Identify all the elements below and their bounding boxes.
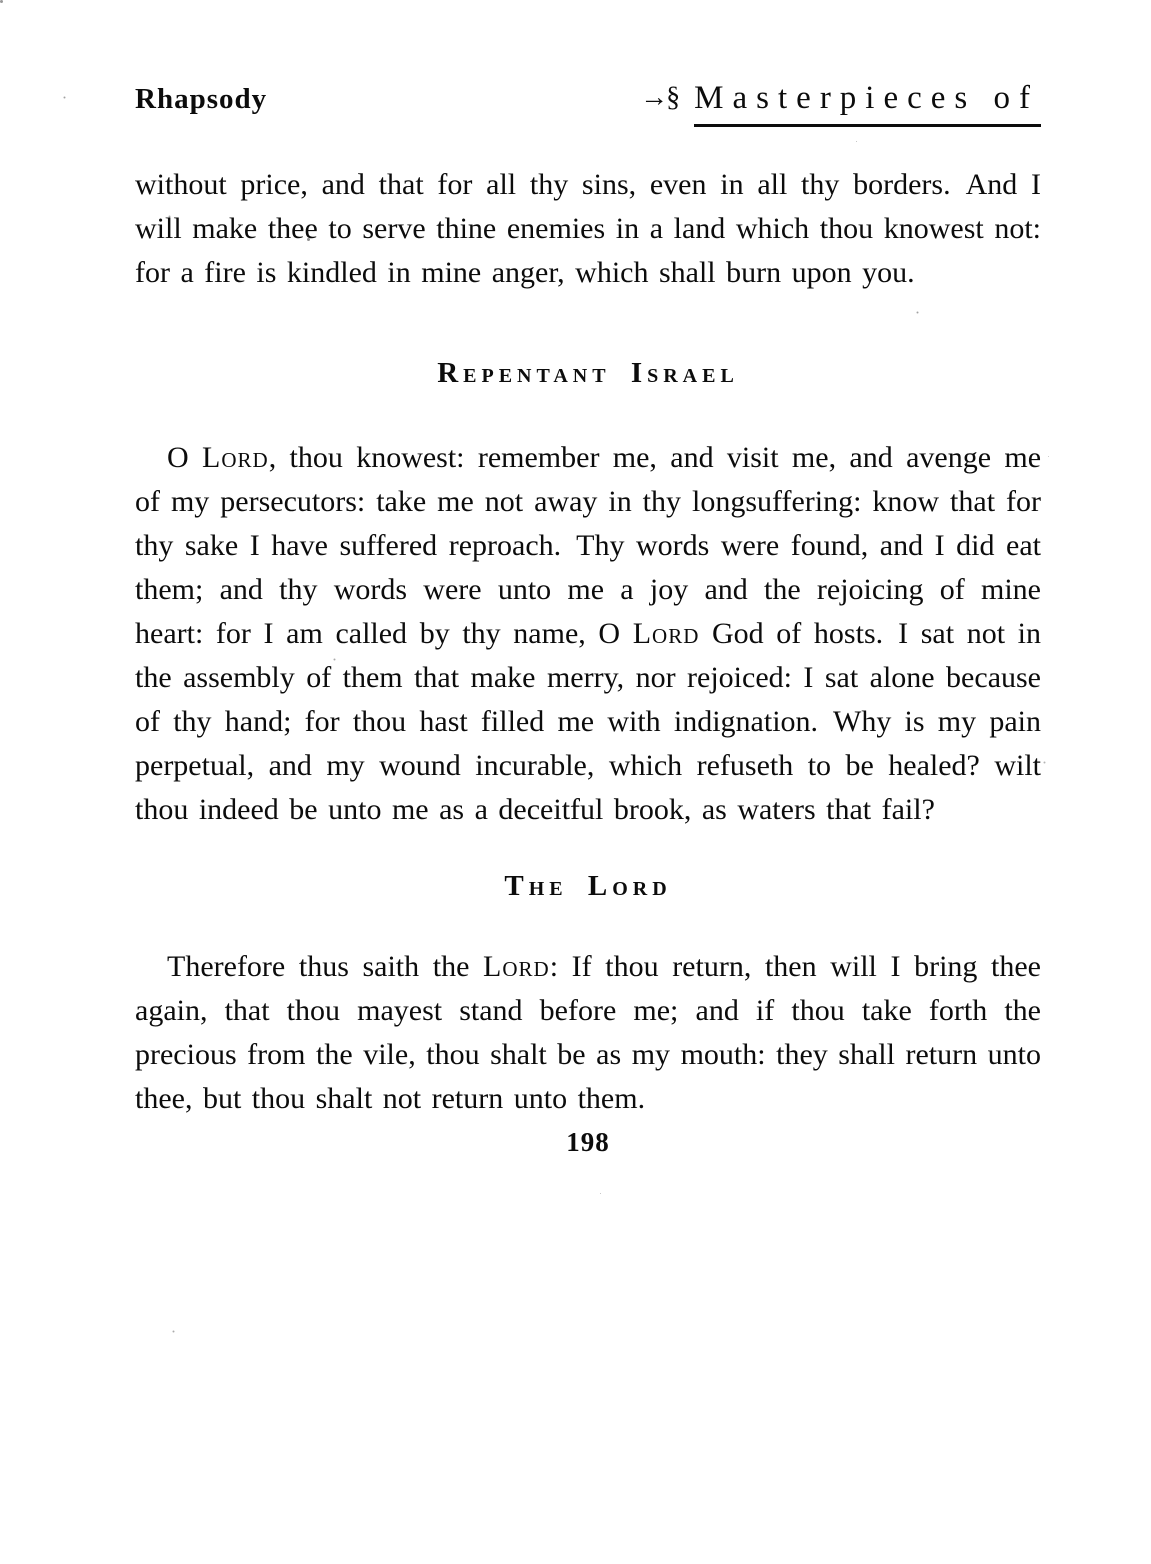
paragraph-continuation: without price, and that for all thy sins, even in all thy borders. And I will make thee to serve thine enemies in a land which thou knowest not: for a fire is kindled in mine anger, which shall burn upon you. [135, 168, 1041, 289]
running-head-right [640, 80, 1041, 127]
fleuron-ornament-icon: →§ [640, 82, 679, 113]
book-title: Masterpieces of [694, 80, 1041, 127]
section-heading-repentant-israel: Repentant Israel [437, 357, 739, 389]
page-number: 198 [566, 1127, 610, 1157]
section-heading-the-lord: The Lord [504, 870, 672, 902]
running-head-left: Rhapsody [135, 83, 268, 115]
text-block [135, 80, 1041, 1158]
scan-speckles [0, 0, 3, 3]
paragraph-repentant-israel: O Lord, thou knowest: remember me, and visit me, and avenge me of my persecutors: take me not away in thy longsuffering: know that for thy sake I have suffered reproach. Thy words were found, and I did eat them; and thy words were unto me a joy and the rejoicing of mine heart: for I am called by thy name, O Lord God of hosts. I sat not in the assembly of them that make merry, nor rejoiced: I sat alone because of thy hand; for thou hast filled me with indignation. Why is my pain perpetual, and my wound incurable, which refuseth to be healed? wilt thou indeed be unto me as a deceitful brook, as waters that fail? [135, 441, 1042, 826]
running-header [135, 80, 1041, 127]
paragraph-the-lord: Therefore thus saith the Lord: If thou return, then will I bring thee again, that thou mayest stand before me; and if thou take forth the precious from the vile, thou shalt be as my mouth: they shall return unto thee, but thou shalt not return unto them. [135, 950, 1042, 1115]
